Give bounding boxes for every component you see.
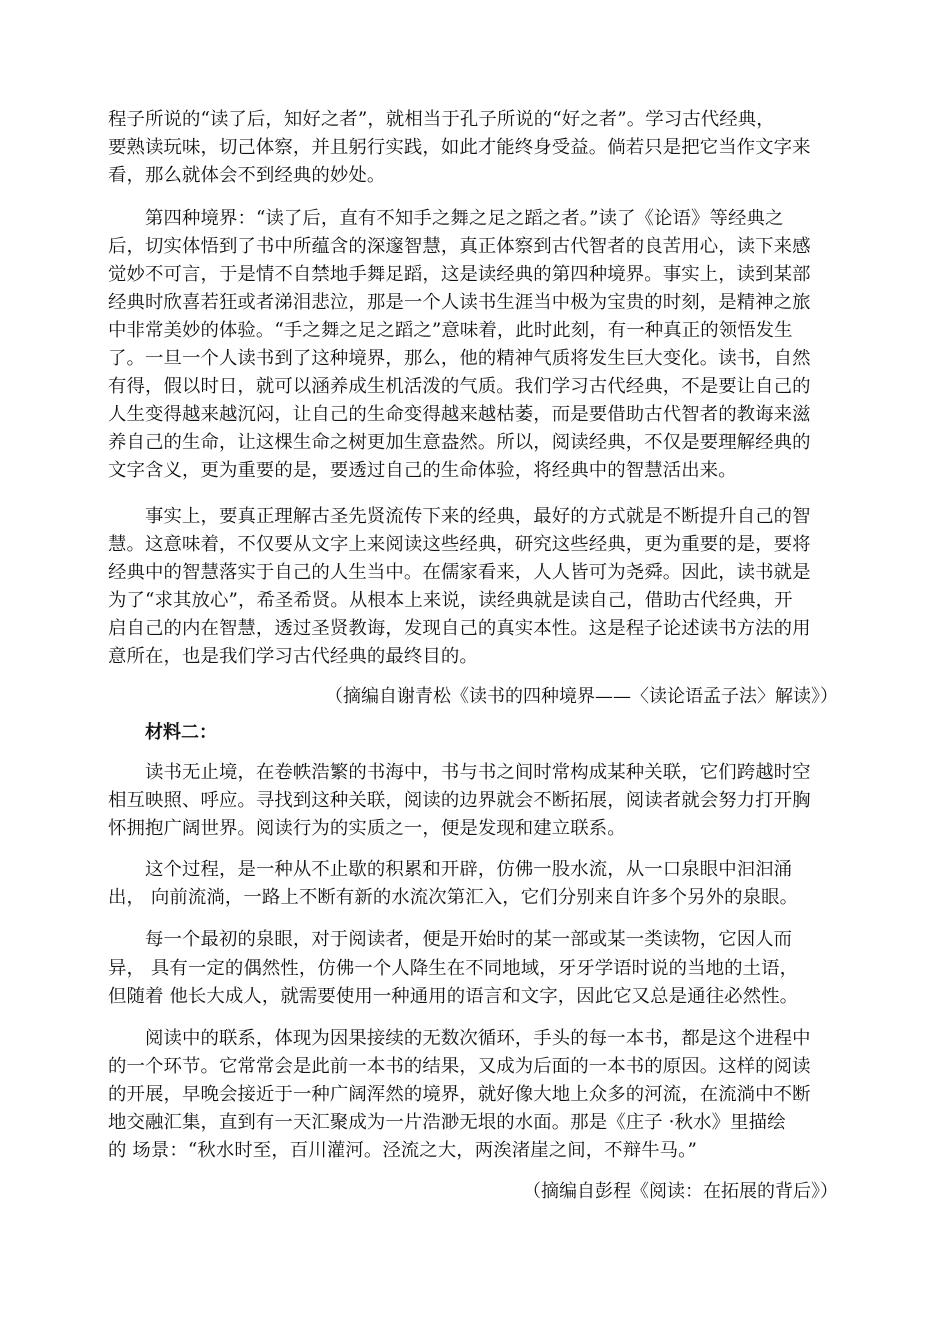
source-citation: （摘编自谢青松《读书的四种境界——〈读论语孟子法〉解读》） bbox=[325, 686, 838, 707]
source-citation: （摘编自彭程《阅读：在拓展的背后》） bbox=[523, 1181, 838, 1202]
text-line: 有得，假以时日，就可以涵养成生机活泼的气质。我们学习古代经典，不是要让自己的 bbox=[108, 376, 811, 397]
text-line: 每一个最初的泉眼，对于阅读者，便是开始时的某一部或某一类读物，它因人而 bbox=[145, 929, 793, 950]
text-line: 后，切实体悟到了书中所蕴含的深邃智慧，真正体察到古代智者的良苦用心，读下来感 bbox=[108, 236, 811, 257]
text-line: 但随着 他长大成人，就需要使用一种通用的语言和文字，因此它又总是通往必然性。 bbox=[108, 986, 799, 1007]
text-line: 看，那么就体会不到经典的妙处。 bbox=[108, 165, 386, 186]
text-line: 要熟读玩味，切己体察，并且躬行实践，如此才能终身受益。倘若只是把它当作文字来 bbox=[108, 137, 811, 158]
section-heading: 材料二： bbox=[145, 722, 217, 743]
text-line: 经典时欣喜若狂或者涕泪悲泣，那是一个人读书生涯当中极为宝贵的时刻，是精神之旅 bbox=[108, 292, 811, 313]
text-line: 的一个环节。它常常会是此前一本书的结果，又成为后面的一本书的原因。这样的阅读 bbox=[108, 1056, 811, 1077]
text-line: 读书无止境，在卷帙浩繁的书海中，书与书之间时常构成某种关联，它们跨越时空 bbox=[145, 762, 811, 783]
text-line: 意所在，也是我们学习古代经典的最终目的。 bbox=[108, 646, 478, 667]
text-line: 阅读中的联系，体现为因果接续的无数次循环，手头的每一本书，都是这个进程中 bbox=[145, 1028, 811, 1049]
text-line: 异， 具有一定的偶然性，仿佛一个人降生在不同地域，牙牙学语时说的当地的土语， bbox=[108, 958, 799, 979]
text-line: 相互映照、呼应。寻找到这种关联，阅读的边界就会不断拓展，阅读者就会努力打开胸 bbox=[108, 790, 811, 811]
text-line: 养自己的生命，让这棵生命之树更加生意盎然。所以，阅读经典，不仅是要理解经典的 bbox=[108, 432, 811, 453]
text-line: 经典中的智慧落实于自己的人生当中。在儒家看来，人人皆可为尧舜。因此，读书就是 bbox=[108, 562, 811, 583]
text-line: 为了“求其放心”，希圣希贤。从根本上来说，读经典就是读自己，借助古代经典，开 bbox=[108, 590, 793, 611]
text-line: 了。一旦一个人读书到了这种境界，那么，他的精神气质将发生巨大变化。读书，自然 bbox=[108, 348, 811, 369]
text-line: 的 场景：“秋水时至，百川灌河。泾流之大，两涘渚崖之间，不辩牛马。” bbox=[108, 1140, 697, 1161]
text-line: 启自己的内在智慧，透过圣贤教诲，发现自己的真实本性。这是程子论述读书方法的用 bbox=[108, 618, 811, 639]
text-line: 第四种境界：“读了后，直有不知手之舞之足之蹈之者。”读了《论语》等经典之 bbox=[145, 208, 784, 229]
text-line: 程子所说的“读了后，知好之者”，就相当于孔子所说的“好之者”。学习古代经典， bbox=[108, 109, 775, 130]
text-line: 的开展，早晚会接近于一种广阔浑然的境界，就好像大地上众多的河流，在流淌中不断 bbox=[108, 1084, 811, 1105]
text-line: 怀拥抱广阔世界。阅读行为的实质之一，便是发现和建立联系。 bbox=[108, 818, 626, 839]
text-line: 事实上，要真正理解古圣先贤流传下来的经典，最好的方式就是不断提升自己的智 bbox=[145, 506, 811, 527]
text-line: 出， 向前流淌，一路上不断有新的水流次第汇入，它们分别来自许多个另外的泉眼。 bbox=[108, 887, 799, 908]
text-line: 人生变得越来越沉闷，让自己的生命变得越来越枯萎，而是要借助古代智者的教诲来滋 bbox=[108, 404, 811, 425]
text-line: 文字含义，更为重要的是，要透过自己的生命体验，将经典中的智慧活出来。 bbox=[108, 460, 737, 481]
text-line: 地交融汇集，直到有一天汇聚成为一片浩渺无垠的水面。那是《庄子 ·秋水》里描绘 bbox=[108, 1112, 786, 1133]
text-line: 觉妙不可言，于是情不自禁地手舞足蹈，这是读经典的第四种境界。事实上，读到某部 bbox=[108, 264, 811, 285]
text-line: 慧。这意味着，不仅要从文字上来阅读这些经典，研究这些经典，更为重要的是，要将 bbox=[108, 534, 811, 555]
text-line: 中非常美妙的体验。“手之舞之足之蹈之”意味着，此时此刻，有一种真正的领悟发生 bbox=[108, 320, 793, 341]
text-line: 这个过程，是一种从不止歇的积累和开辟，仿佛一股水流，从一口泉眼中汩汩涌 bbox=[145, 859, 793, 880]
